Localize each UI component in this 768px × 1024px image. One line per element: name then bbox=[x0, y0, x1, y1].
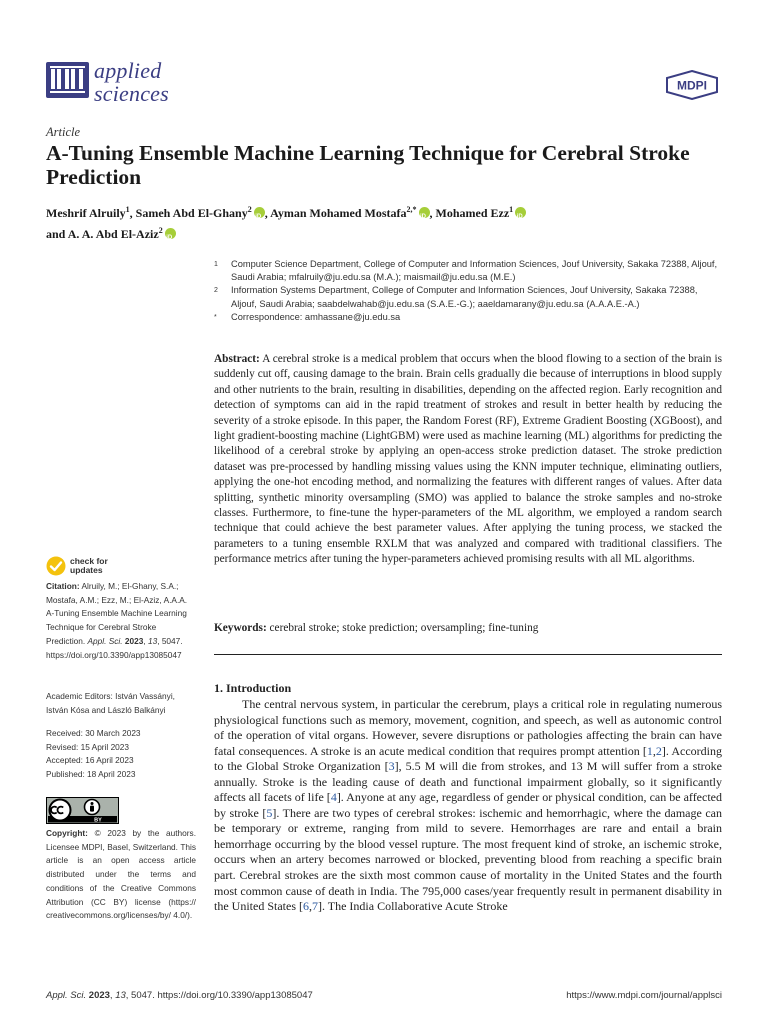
citation-label: Citation: bbox=[46, 581, 80, 591]
citation-block bbox=[46, 580, 196, 662]
date-accepted: Accepted: 16 April 2023 bbox=[46, 755, 134, 766]
author-name[interactable]: A. A. Abd El-Aziz bbox=[67, 227, 159, 241]
cc-by-license-icon[interactable] bbox=[46, 797, 119, 824]
footer-citation bbox=[46, 990, 313, 1001]
footer-volume: 13 bbox=[115, 990, 126, 1001]
affiliation-text: Information Systems Department, College of Computer and Information Sciences, Jouf University, Sakaka 72388, Aljouf, Saudi Arabia; saabdelwahab@ju.edu.sa (S.A.E.-G.); aaeldamarany@ju.edu.sa (A.A.A.E.-A.) bbox=[231, 285, 698, 309]
affiliation-list bbox=[214, 258, 724, 324]
author-line-2 bbox=[46, 222, 736, 243]
footer-separator: , bbox=[109, 990, 116, 1001]
intro-text: The central nervous system, in particular the cerebrum, plays a critical role in regulating numerous physiological functions such as memory, movement, cognition, and speech, as well as autonomic control of the operation of vital organs. However, severe disruptions or pathologies affecting the brain can have fatal consequences. A stroke is an acute medical condition that requires prompt attention [ bbox=[214, 697, 722, 758]
citation-volume: 13 bbox=[147, 635, 158, 646]
orcid-icon[interactable] bbox=[165, 228, 176, 239]
keywords-label: Keywords: bbox=[214, 622, 267, 634]
journal-name-line1: applied bbox=[94, 58, 162, 83]
check-for-updates-button[interactable] bbox=[46, 555, 136, 577]
check-updates-line1: check for bbox=[70, 556, 108, 566]
intro-text: ]. Anyone at any age, regardless of gender or physical condition, can be affected by stroke [ bbox=[214, 790, 722, 820]
orcid-icon[interactable] bbox=[515, 207, 526, 218]
affiliation-item bbox=[214, 284, 724, 310]
author-affil: 2 bbox=[158, 226, 163, 235]
cc-by-label: BY bbox=[94, 817, 102, 824]
footer-journal-url[interactable]: https://www.mdpi.com/journal/applsci bbox=[566, 990, 722, 1001]
affiliation-mark: 2 bbox=[214, 287, 218, 295]
journal-emblem-icon bbox=[46, 62, 89, 98]
citation-separator: , bbox=[143, 635, 148, 646]
orcid-icon[interactable] bbox=[419, 207, 430, 218]
author-separator: , bbox=[264, 206, 271, 220]
author-name[interactable]: Meshrif Alruily bbox=[46, 206, 126, 220]
article-dates bbox=[46, 727, 196, 782]
academic-editors: Academic Editors: István Vassányi, István Kósa and László Balkányi bbox=[46, 691, 175, 715]
keywords bbox=[214, 621, 722, 636]
copyright-label: Copyright: bbox=[46, 828, 88, 838]
citation-doi[interactable]: , 5047. https://doi.org/10.3390/app13085047 bbox=[46, 635, 183, 660]
copyright-text: © 2023 by the authors. Licensee MDPI, Basel, Switzerland. This article is an open access article distributed under the terms and conditions of the Creative Commons Attribution (CC BY) license (https:// creativecommons.org/licenses/by/ 4.0/). bbox=[46, 828, 196, 921]
reference-link[interactable]: 1 bbox=[646, 743, 653, 758]
citation-year: 2023 bbox=[122, 635, 144, 646]
publisher-name: MDPI bbox=[677, 78, 707, 93]
intro-text: ]. According to the Global Stroke Organization [ bbox=[214, 743, 723, 774]
reference-link[interactable]: 3 bbox=[388, 759, 395, 774]
introduction-paragraph bbox=[214, 697, 722, 915]
affiliation-item bbox=[214, 258, 724, 284]
date-published: Published: 18 April 2023 bbox=[46, 769, 136, 780]
article-type: Article bbox=[46, 125, 81, 139]
affiliation-mark: 1 bbox=[214, 261, 218, 268]
author-separator: , bbox=[129, 206, 136, 220]
author-name[interactable]: Ayman Mohamed Mostafa bbox=[270, 206, 407, 220]
copyright-notice bbox=[46, 827, 196, 923]
mdpi-logo-icon[interactable] bbox=[665, 70, 719, 100]
author-separator: , bbox=[429, 206, 436, 220]
abstract-text: A cerebral stroke is a medical problem that occurs when the blood flowing to a section of the brain is suddenly cut off, causing damage to the brain. Brain cells gradually die because of interruptions in blood supply and other nutrients to the brain, resulting in disabilities, depending on the affected region. Early recognition and detection of symptoms can aid in the rapid treatment of strokes and result in better health by reducing the severity of a stroke episode. In this paper, the Random Forest (RF), Extreme Gradient Boosting (XGBoost), and light gradient-boosting machine (LightGBM) were used as machine learning (ML) algorithms for predicting the likelihood of a cerebral stroke by applying an open-access stroke prediction dataset. The stroke prediction dataset was pre-processed by handling missing values using the KNN imputer technique, eliminating outliers, applying the one-hot encoding method, and normalizing the features with different ranges of values. After data splitting, synthetic minority oversampling (SMO) was applied to balance the stroke samples and no-stroke classes. Furthermore, to fine-tune the hyper-parameters of the ML algorithm, we employed a random search technique that could achieve the best parameter values. After applying the tuning process, we stacked the parameters to a tuning ensemble RXLM that was analyzed and compared with traditional classifiers. The performance metrics after tuning the hyper-parameters achieved promising results with all ML algorithms. bbox=[214, 353, 722, 566]
reference-link[interactable]: 5 bbox=[266, 805, 273, 820]
footer-year: 2023 bbox=[86, 990, 110, 1001]
date-revised: Revised: 15 April 2023 bbox=[46, 741, 130, 752]
author-name[interactable]: Sameh Abd El-Ghany bbox=[135, 206, 248, 220]
journal-logo[interactable] bbox=[46, 59, 180, 105]
affiliation-mark: * bbox=[214, 313, 217, 321]
journal-name-line2: sciences bbox=[94, 81, 169, 106]
author-line-1 bbox=[46, 201, 736, 222]
footer-journal: Appl. Sci. bbox=[46, 990, 87, 1001]
intro-text: , bbox=[652, 743, 656, 758]
reference-link[interactable]: 6 bbox=[302, 899, 309, 914]
author-conjunction: and bbox=[46, 227, 68, 241]
reference-link[interactable]: 7 bbox=[311, 899, 318, 914]
author-name[interactable]: Mohamed Ezz bbox=[435, 206, 510, 220]
citation-text: Alruily, M.; El-Ghany, S.A.; Mostafa, A.M.; Ezz, M.; El-Aziz, A.A.A. A-Tuning Ensemble Machine Learning Technique for Cerebral Stroke Prediction. bbox=[46, 581, 188, 646]
author-list bbox=[46, 201, 736, 243]
intro-text: ]. The India Collaborative Acute Stroke bbox=[317, 899, 508, 914]
author-affil: 2,* bbox=[406, 205, 417, 214]
orcid-icon[interactable] bbox=[254, 207, 265, 218]
reference-link[interactable]: 4 bbox=[330, 790, 337, 805]
intro-text: ], 5.5 M will die from strokes, and 13 M will suffer from a stroke annually. Stroke is the leading cause of death and functional impairment globally, so it significantly affects all facets of life [ bbox=[214, 759, 723, 805]
citation-journal: Appl. Sci. bbox=[87, 635, 123, 646]
footer-doi[interactable]: , 5047. https://doi.org/10.3390/app13085047 bbox=[125, 990, 313, 1001]
affiliation-text: Computer Science Department, College of Computer and Information Sciences, Jouf University, Sakaka 72388, Aljouf, Saudi Arabia; mfalruily@ju.edu.sa (M.A.); maismail@ju.edu.sa (M.E.) bbox=[231, 259, 718, 283]
section-divider bbox=[214, 654, 722, 655]
author-affil: 1 bbox=[125, 205, 130, 214]
check-updates-icon bbox=[46, 556, 66, 576]
abstract bbox=[214, 352, 722, 568]
section-heading: 1. Introduction bbox=[214, 681, 292, 695]
date-received: Received: 30 March 2023 bbox=[46, 728, 141, 738]
intro-text: ]. There are two types of cerebral strokes: ischemic and hemorrhagic, where the damage can be temporary or extreme, ranging from mild to severe. Hemorrhages are rare and entail a brain hemorrhage occurring by the blood vessel rupture. The most frequent kind of stroke, an ischemic stroke, occurs when an artery becomes narrowed or blocked, preventing blood from reaching a specific brain part. Cerebral strokes are the sixth most common cause of mortality in the United States and the fourth most common cause of death in India. The 795,000 cases/year frequently result in permanent disability in the United States [ bbox=[214, 805, 722, 914]
article-title: A-Tuning Ensemble Machine Learning Technique for Cerebral Stroke Prediction bbox=[46, 141, 690, 189]
abstract-label: Abstract: bbox=[214, 353, 260, 365]
affiliation-item bbox=[214, 311, 724, 324]
intro-text: , bbox=[308, 899, 312, 914]
author-affil: 1 bbox=[509, 205, 514, 214]
keywords-text: cerebral stroke; stoke prediction; oversampling; fine-tuning bbox=[266, 622, 539, 634]
reference-link[interactable]: 2 bbox=[655, 743, 662, 758]
check-updates-line2: updates bbox=[70, 565, 103, 575]
affiliation-text: Correspondence: amhassane@ju.edu.sa bbox=[231, 311, 401, 322]
author-affil: 2 bbox=[247, 205, 252, 214]
